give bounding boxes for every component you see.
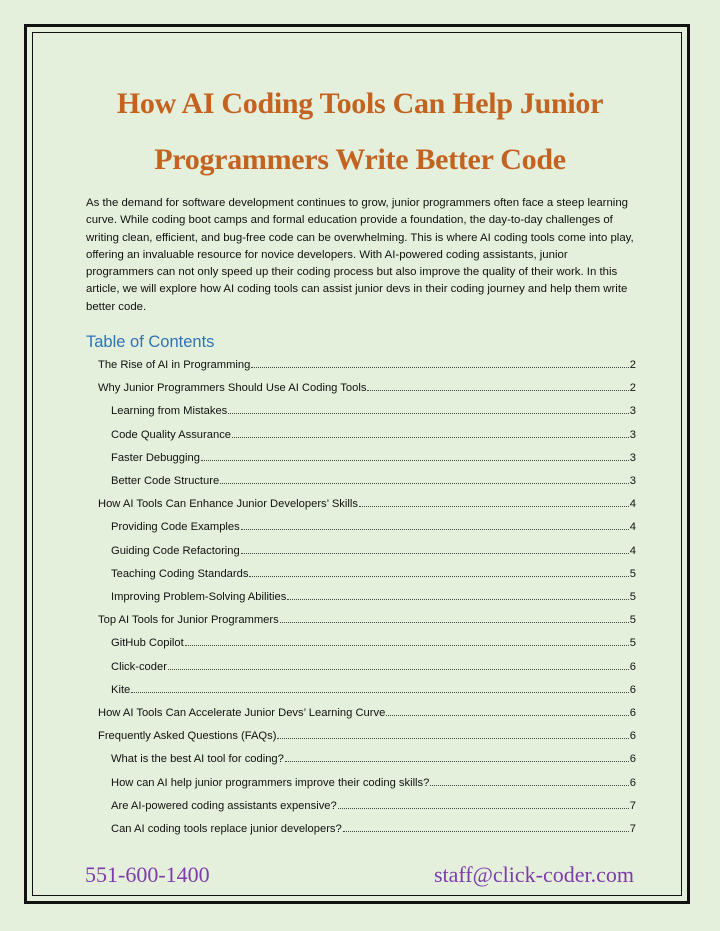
toc-dot-leader [343,831,629,832]
toc-dot-leader [168,669,629,670]
toc-dot-leader [251,367,628,368]
toc-entry-page: 6 [629,660,636,673]
toc-entry[interactable] [111,469,636,487]
toc-entry-page: 5 [629,637,636,650]
toc-dot-leader [359,506,629,507]
toc-entry-title: Kite [111,683,131,696]
toc-entry[interactable] [111,399,636,417]
toc-dot-leader [277,738,628,739]
toc-entry[interactable] [98,353,636,371]
toc-entry[interactable] [111,585,636,603]
toc-entry[interactable] [98,701,636,719]
toc-entry-title: Guiding Code Refactoring [111,544,240,557]
toc-entry-page: 3 [629,451,636,464]
toc-entry-page: 2 [629,382,636,395]
toc-entry-page: 5 [629,591,636,603]
toc-entry[interactable] [98,608,636,626]
footer-phone[interactable]: 551-600-1400 [85,862,210,887]
toc-dot-leader [228,413,628,414]
toc-entry-page: 7 [629,823,636,835]
toc-heading: Table of Contents [86,333,215,351]
toc-dot-leader [131,692,628,693]
toc-entry-title: GitHub Copilot [111,637,184,650]
toc-entry-page: 6 [629,730,636,743]
toc-dot-leader [185,645,629,646]
toc-entry-title: Providing Code Examples [111,521,240,534]
toc-entry-title: Learning from Mistakes [111,405,228,418]
toc-entry[interactable] [111,794,636,812]
toc-entry[interactable] [111,446,636,464]
toc-entry-title: How AI Tools Can Enhance Junior Developers’ Skills [98,498,358,511]
page-title-line-1: How AI Coding Tools Can Help Junior [116,87,604,120]
toc-dot-leader [201,460,629,461]
toc-entry-title: The Rise of AI in Programming [98,359,251,371]
toc-dot-leader [386,715,628,716]
toc-dot-leader [241,553,629,554]
toc-entry-title: Improving Problem-Solving Abilities [111,591,287,603]
toc-entry-page: 3 [629,428,636,441]
toc-entry[interactable] [111,678,636,696]
toc-dot-leader [280,622,629,623]
toc-dot-leader [367,390,628,391]
toc-entry-title: How can AI help junior programmers improve their coding skills? [111,776,430,789]
toc-entry[interactable] [111,562,636,580]
toc-entry[interactable] [111,423,636,441]
toc-entry-page: 5 [629,614,636,627]
page-title-line-2: Programmers Write Better Code [154,143,566,176]
toc-entry[interactable] [111,655,636,673]
toc-entry-page: 6 [629,776,636,789]
toc-entry-page: 6 [629,683,636,696]
toc-dot-leader [338,808,629,809]
toc-entry-title: Top AI Tools for Junior Programmers [98,614,279,627]
toc-entry-title: Can AI coding tools replace junior developers? [111,823,342,835]
toc-entry[interactable] [111,771,636,789]
toc-entry[interactable] [98,376,636,394]
toc-entry-title: Faster Debugging [111,451,200,464]
toc-entry-page: 2 [629,359,636,371]
toc-entry-page: 3 [629,475,636,487]
toc-entry[interactable] [111,747,636,765]
toc-entry-page: 4 [629,544,636,557]
toc-entry-page: 4 [629,521,636,534]
toc-dot-leader [232,437,629,438]
toc-entry-page: 6 [629,707,636,719]
toc-entry-title: Better Code Structure [111,475,220,487]
intro-paragraph: As the demand for software development continues to grow, junior programmers often face a steep learning curve. While coding boot camps and formal education provide a foundation, the day-to-day challenges of writing clean, efficient, and bug-free code can be overwhelming. This is where AI coding tools come into play, offering an invaluable resource for novice developers. With AI-powered coding assistants, junior programmers can not only speed up their coding process but also improve the quality of their work. In this article, we will explore how AI coding tools can assist junior devs in their coding journey and help them write better code. [86,197,634,313]
toc-dot-leader [285,761,629,762]
toc-entry-page: 6 [629,753,636,766]
toc-dot-leader [249,576,628,577]
toc-entry-title: Frequently Asked Questions (FAQs) [98,730,277,743]
toc-entry[interactable] [111,817,636,835]
toc-entry[interactable] [98,724,636,742]
toc-dot-leader [241,529,629,530]
toc-dot-leader [220,483,629,484]
toc-entry-title: Teaching Coding Standards [111,567,249,580]
toc-dot-leader [430,785,628,786]
toc-entry[interactable] [111,539,636,557]
toc-entry-page: 4 [629,498,636,511]
toc-entry[interactable] [111,515,636,533]
toc-entry[interactable] [98,492,636,510]
toc-dot-leader [287,599,628,600]
footer-email[interactable]: staff@click-coder.com [433,862,634,887]
toc-entry-page: 5 [629,567,636,580]
toc-entry-title: Are AI-powered coding assistants expensive? [111,799,337,812]
toc-entry-title: Code Quality Assurance [111,428,232,441]
toc-entry-title: Why Junior Programmers Should Use AI Coding Tools [98,382,367,395]
toc-entry[interactable] [111,631,636,649]
toc-entry-page: 7 [629,799,636,812]
toc-entry-page: 3 [629,405,636,418]
toc-entry-title: How AI Tools Can Accelerate Junior Devs’ Learning Curve [98,707,386,719]
toc-entry-title: Click-coder [111,660,167,673]
toc-entry-title: What is the best AI tool for coding? [111,753,284,766]
